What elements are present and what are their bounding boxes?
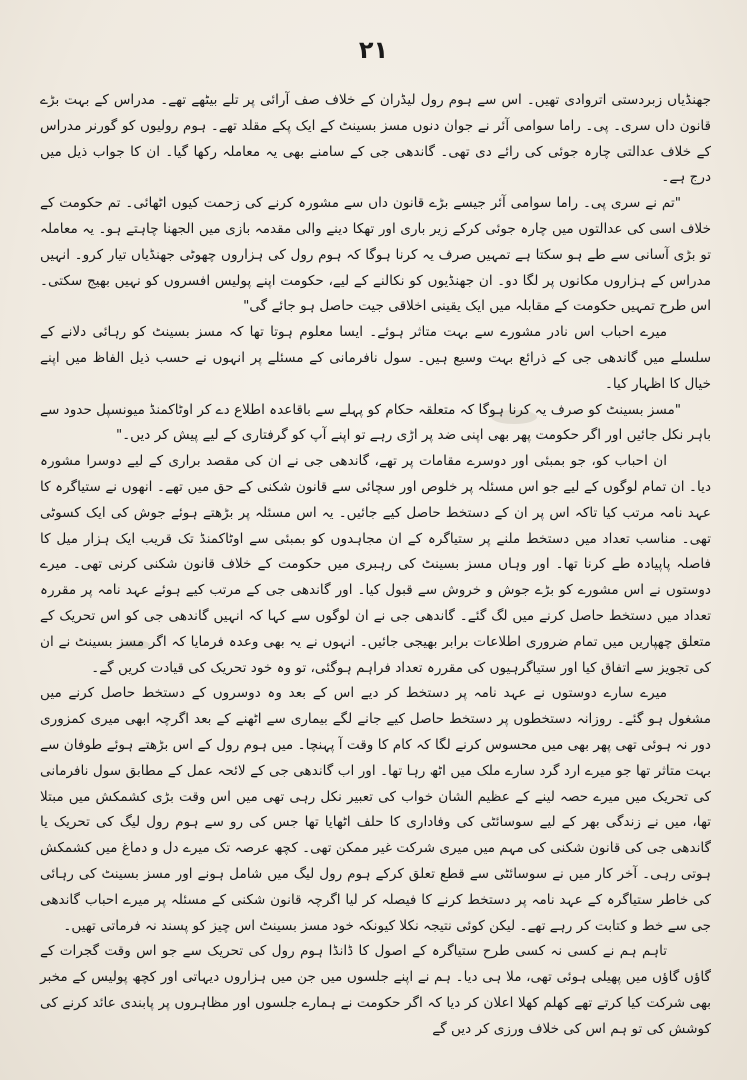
body-text — [40, 88, 711, 1042]
quote-paragraph-2: "مسز بسینٹ کو صرف یہ کرنا ہوگا کہ متعلقہ حکام کو پہلے سے باقاعدہ اطلاع دے کر اوٹاکمنڈ میونسپل حدود سے باہر نکل جائیں اور اگر حکومت پھر بھی اپنی ضد پر اڑی رہے تو اپنے آپ کو گرفتاری کے لیے پیش کر دیں۔" — [40, 401, 711, 444]
paragraph-3: ان احباب کو، جو بمبئی اور دوسرے مقامات پر تھے، گاندھی جی نے ان کی مقصد براری کے لیے دوسرا مشورہ دیا۔ ان تمام لوگوں کے لیے جو اس مسئلہ پر خلوص اور سچائی سے قانون شکنی کے حق میں تھے۔ انھوں نے ستیاگرہ کا عہد نامہ مرتب کیا تاکہ اس پر ان کے دستخط حاصل کیے جائیں۔ یہ اس مسئلہ پر بڑھتے ہوئے جوش کی ایک کسوٹی تھی۔ مناسب تعداد میں دستخط ملنے پر ستیاگرہ کے ان مجاہدوں کو بمبئی سے اوٹاکمنڈ تک قریب ایک ہزار میل کا فاصلہ پاپیادہ طے کرنا تھا۔ اور وہاں مسز بسینٹ کی رہبری میں حکومت کے خلاف قانون شکنی کرنی تھی۔ میرے دوستوں نے اس مشورے کو بڑے جوش و خروش سے قبول کیا۔ اور گاندھی جی کے مرتب کیے ہوئے عہد نامہ پر مقررہ تعداد میں دستخط حاصل کرنے میں لگ گئے۔ گاندھی جی نے ان لوگوں سے کہا کہ انہیں گاندھی جی کو اس تحریک کے متعلق چھپاریں میں تمام ضروری اطلاعات برابر بھیجی جائیں۔ انہوں نے یہ بھی وعدہ فرمایا کہ اگر مسز بسینٹ نے ان کی تجویز سے اتفاق کیا اور ستیاگرہیوں کی مقررہ تعداد فراہم ہوگئی، تو وہ خود تحریک کی قیادت کریں گے۔ — [40, 453, 711, 676]
quote-paragraph-1: "تم نے سری پی۔ راما سوامی آئر جیسے بڑے قانون داں سے مشورہ کرنے کی زحمت کیوں اٹھائی۔ تم حکومت کے خلاف اسی کی عدالتوں میں چارہ جوئی کرکے زیر باری اور تھکا دینے والی مقدمہ بازی میں الجھنا چاہتے ہو۔ یہ معاملہ تو بڑی آسانی سے طے ہو سکتا ہے تمہیں صرف یہ کرنا ہوگا کہ ہوم رول کی ہزاروں چھوٹی جھنڈیاں تیار کرو۔ انہیں مدراس کے ہزاروں مکانوں پر لگا دو۔ ان جھنڈیوں کو نکالنے کے لیے، حکومت اپنے پولیس افسروں کو نہیں بھیج سکتی۔ اس طرح تمہیں حکومت کے مقابلہ میں ایک یقینی اخلاقی جیت حاصل ہو جائے گی" — [40, 195, 711, 315]
page-number: ۲۱ — [358, 36, 389, 64]
paragraph-4: میرے سارے دوستوں نے عہد نامہ پر دستخط کر دیے اس کے بعد وہ دوسروں کے دستخط حاصل کرنے میں مشغول ہو گئے۔ روزانہ دستخطوں پر دستخط حاصل کیے جانے لگے بیماری سے اٹھنے کے بعد اگرچہ ابھی میری کمزوری دور نہ ہوئی تھی پھر بھی میں محسوس کرنے لگا کہ کام کا وقت آ پہنچا۔ میں ہوم رول کے اس بڑھتے ہوئے طوفان سے بہت متاثر تھا جو میرے ارد گرد سارے ملک میں اٹھ رہا تھا۔ اور اب گاندھی جی کے لائحہ عمل کے مطابق سول نافرمانی کی تحریک میں میرے حصہ لینے کے عظیم الشان خواب کی تعبیر نکل رہی تھی میں اس وقت بڑی کشمکش میں مبتلا تھا، میں نے زندگی بھر کے لیے سوسائٹی کی وفاداری کا حلف اٹھایا تھا جس کی رو سے ہوم رول لیگ کی تحریک یا گاندھی جی کی قانون شکنی کی مہم میں میری شرکت غیر ممکن تھی۔ کچھ عرصہ تک میرے دل و دماغ میں کشمکش ہوتی رہی۔ آخر کار میں نے سوسائٹی سے قطع تعلق کرکے ہوم رول لیگ میں شامل ہونے اور مسز بسینٹ کی رہائی کی خاطر ستیاگرہ کے عہد نامہ پر دستخط کرنے کا فیصلہ کر لیا اگرچہ قانون شکنی کے مسئلہ پر میرے احباب گاندھی جی سے خط و کتابت کر رہے تھے۔ لیکن کوئی نتیجہ نکلا کیونکہ خود مسز بسینٹ اس چیز کو پسند نہ فرماتی تھیں۔ — [40, 685, 711, 934]
paragraph-2: میرے احباب اس نادر مشورے سے بہت متاثر ہوئے۔ ایسا معلوم ہوتا تھا کہ مسز بسینٹ کو رہائی دلانے کے سلسلے میں گاندھی جی کے ذرائع بہت وسیع ہیں۔ سول نافرمانی کے مسئلے پر انہوں نے حسب ذیل الفاظ میں اپنے خیال کا اظہار کیا۔ — [40, 324, 711, 392]
paragraph-1: جھنڈیاں زبردستی اتروادی تھیں۔ اس سے ہوم رول لیڈران کے خلاف صف آرائی پر تلے بیٹھے تھے۔ مدراس کے بہت بڑے قانون داں سری۔ پی۔ راما سوامی آئر نے جوان دنوں مسز بسینٹ کے ایک پکے مقلد تھے۔ ہوم رولیوں کو گورنر مدراس کے خلاف عدالتی چارہ جوئی کی رائے دی تھی۔ گاندھی جی کے سامنے بھی یہ معاملہ رکھا گیا۔ ان کا جواب ذیل میں درج ہے۔ — [40, 92, 711, 186]
paragraph-5: تاہم ہم نے کسی نہ کسی طرح ستیاگرہ کے اصول کا ڈانڈا ہوم رول کی تحریک سے جو اس وقت گجرات کے گاؤں گاؤں میں پھیلی ہوئی تھی، ملا ہی دیا۔ ہم نے اپنے جلسوں میں جن میں ہزاروں دیہاتی اور کچھ پولیس کے مخبر بھی شرکت کیا کرتے تھے کھلم کھلا اعلان کر دیا کہ اگر حکومت نے ہمارے جلسوں اور مظاہروں پر پابندی عائد کرنے کی کوشش کی تو ہم اس کی خلاف ورزی کر دیں گے — [40, 943, 711, 1037]
